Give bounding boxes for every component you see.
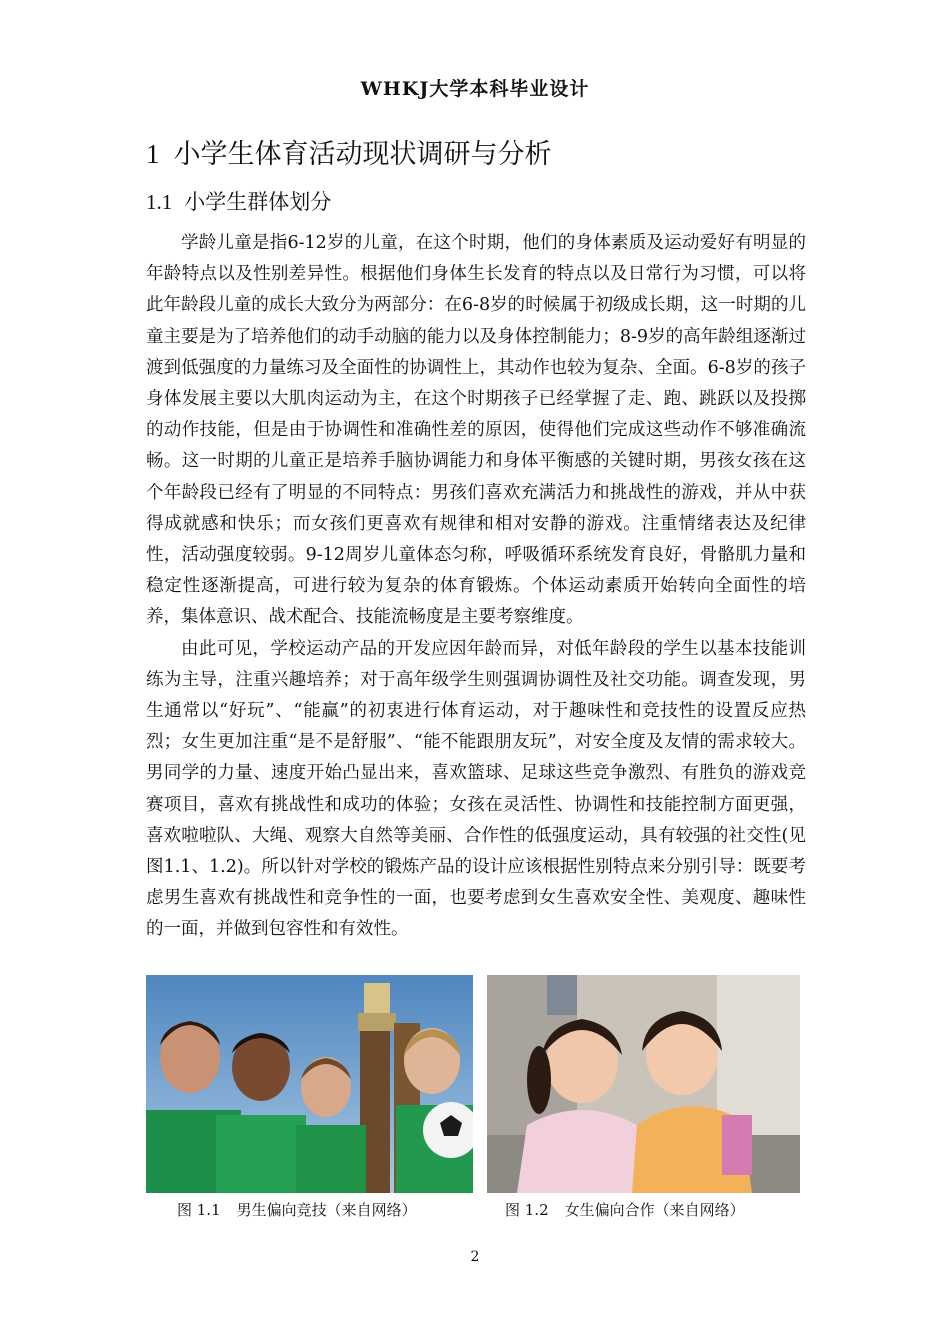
paragraph: 学龄儿童是指6-12岁的儿童，在这个时期，他们的身体素质及运动爱好有明显的年龄特点以及性别差异性。根据他们身体生长发育的特点以及日常行为习惯，可以将此年龄段儿童的成长大致分为两部分：在6-8岁的时候属于初级成长期，这一时期的儿童主要是为了培养他们的动手动脑的能力以及身体控制能力；8-9岁的高年龄组逐渐过渡到低强度的力量练习及全面性的协调性上，其动作也较为复杂、全面。6-8岁的孩子身体发展主要以大肌肉运动为主，在这个时期孩子已经掌握了走、跑、跳跃以及投掷的动作技能，但是由于协调性和准确性差的原因，使得他们完成这些动作不够准确流畅。这一时期的儿童正是培养手脑协调能力和身体平衡感的关键时期，男孩女孩在这个年龄段已经有了明显的不同特点：男孩们喜欢充满活力和挑战性的游戏，并从中获得成就感和快乐；而女孩们更喜欢有规律和相对安静的游戏。注重情绪表达及纪律性，活动强度较弱。9-12周岁儿童体态匀称，呼吸循环系统发育良好，骨骼肌力量和稳定性逐渐提高，可进行较为复杂的体育锻炼。个体运动素质开始转向全面性的培养，集体意识、战术配合、技能流畅度是主要考察维度。 [146, 233, 806, 628]
figure-caption-text: 女生偏向合作（来自网络） [564, 1201, 745, 1219]
chapter-heading [146, 132, 552, 171]
chapter-title: 小学生体育活动现状调研与分析 [173, 139, 552, 170]
chapter-number: 1 [146, 139, 160, 169]
figure-caption-text: 男生偏向竞技（来自网络） [236, 1201, 417, 1219]
section-title: 小学生群体划分 [184, 190, 332, 214]
section-number: 1.1 [146, 190, 173, 214]
figure-number: 图 1.1 [177, 1201, 221, 1219]
figure-number: 图 1.2 [505, 1201, 549, 1219]
girls-street-illustration [487, 975, 800, 1193]
page-number: 2 [470, 1249, 480, 1265]
page-header: WHKJ大学本科毕业设计 [360, 78, 590, 100]
figure-boys-photo [146, 975, 473, 1193]
figure-caption-1 [177, 1199, 417, 1220]
body-text [146, 228, 806, 946]
paragraph: 由此可见，学校运动产品的开发应因年龄而异，对低年龄段的学生以基本技能训练为主导，注重兴趣培养；对于高年级学生则强调协调性及社交功能。调查发现，男生通常以“好玩”、“能赢”的初衷进行体育运动，对于趣味性和竞技性的设置反应热烈；女生更加注重“是不是舒服”、“能不能跟朋友玩”，对安全度及友情的需求较大。男同学的力量、速度开始凸显出来，喜欢篮球、足球这些竞争激烈、有胜负的游戏竞赛项目，喜欢有挑战性和成功的体验；女孩在灵活性、协调性和技能控制方面更强，喜欢啦啦队、大绳、观察大自然等美丽、合作性的低强度运动，具有较强的社交性(见图1.1、1.2)。所以针对学校的锻炼产品的设计应该根据性别特点来分别引导：既要考虑男生喜欢有挑战性和竞争性的一面，也要考虑到女生喜欢安全性、美观度、趣味性的一面，并做到包容性和有效性。 [146, 638, 806, 940]
figure-caption-2 [505, 1199, 745, 1220]
section-heading [146, 186, 331, 216]
figure-girls-photo [487, 975, 800, 1193]
boys-soccer-illustration [146, 975, 473, 1193]
